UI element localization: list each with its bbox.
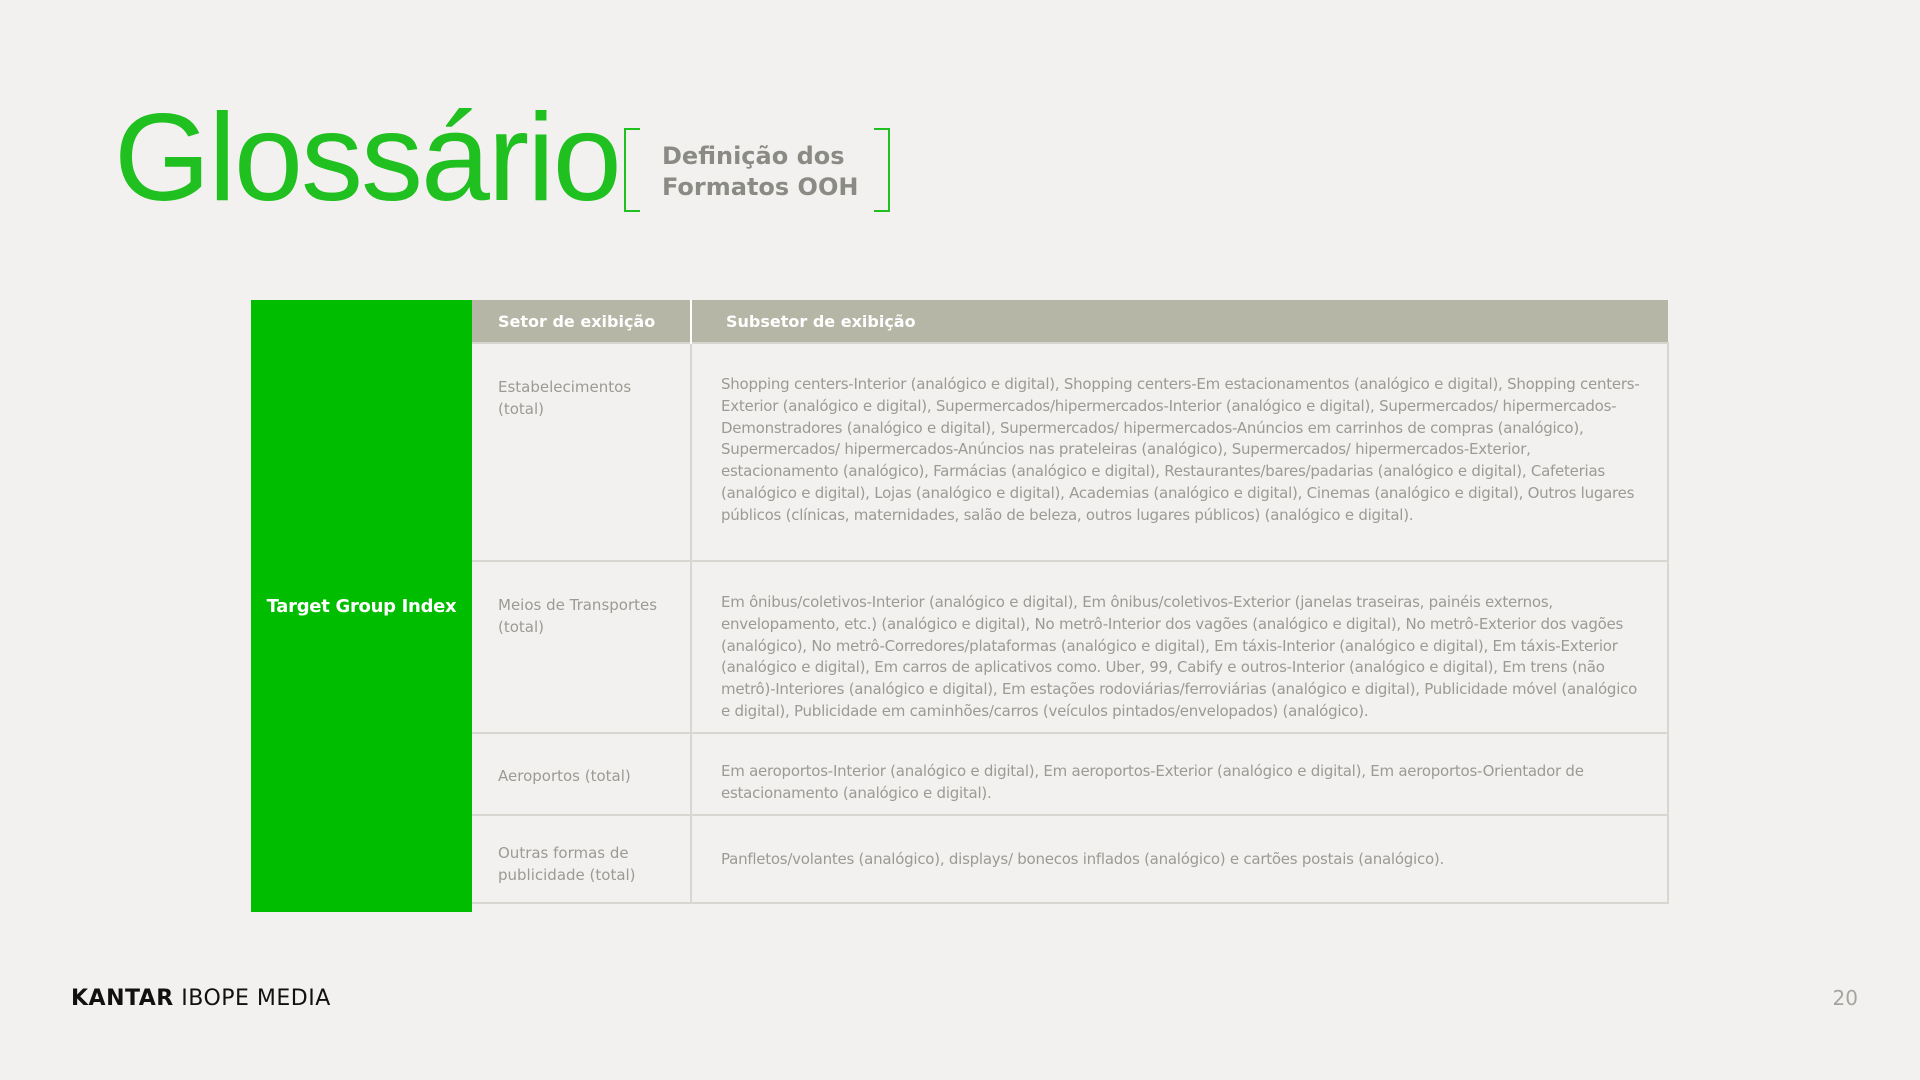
subsector-cell: Panfletos/volantes (analógico), displays/ bonecos inflados (analógico) e cartões postais (analógico).: [691, 815, 1668, 903]
page-number: 20: [1832, 986, 1858, 1010]
subsector-cell: Em ônibus/coletivos-Interior (analógico e digital), Em ônibus/coletivos-Exterior (janelas traseiras, painéis externos, envelopamento, etc.) (analógico e digital), No metrô-Interior dos vagões (analógico e digital), No metrô-Exterior dos vagões (analógico), No metrô-Corredores/plataformas (analógico e digital), Em táxis-Interior (analógico e digital), Em táxis-Exterior (analógico e digital), Em carros de aplicativos como. Uber, 99, Cabify e outros-Interior (analógico e digital), Em trens (não metrô)-Interiores (analógico e digital), Em estações rodoviárias/ferroviárias (analógico e digital), Publicidade móvel (analógico e digital), Publicidade em caminhões/carros (veículos pintados/envelopados) (analógico).: [691, 561, 1668, 733]
right-bracket: [874, 128, 890, 212]
subsector-cell: Shopping centers-Interior (analógico e digital), Shopping centers-Em estacionamentos (analógico e digital), Shopping centers-Exterior (analógico e digital), Supermercados/hipermercados-Interior (analógico e digital), Supermercados/ hipermercados-Demonstradores (analógico e digital), Supermercados/ hipermercados-Anúncios em carrinhos de compras (analógico), Supermercados/ hipermercados-Anúncios nas prateleiras (analógico), Supermercados/ hipermercados-Exterior, estacionamento (analógico), Farmácias (analógico e digital), Restaurantes/bares/padarias (analógico e digital), Cafeterias (analógico e digital), Lojas (analógico e digital), Academias (analógico e digital), Cinemas (analógico e digital), Outros lugares públicos (clínicas, maternidades, salão de beleza, outros lugares públicos) (analógico e digital).: [691, 343, 1668, 561]
brand-rest: IBOPE MEDIA: [173, 986, 331, 1011]
page-title: Glossário: [114, 89, 620, 227]
glossary-table: [472, 300, 1669, 904]
table-row: [472, 733, 1668, 815]
table-row: [472, 815, 1668, 903]
table-header-row: [472, 300, 1668, 343]
sector-cell: Outras formas de publicidade (total): [472, 815, 691, 903]
subtitle-line-2: Formatos OOH: [662, 173, 859, 201]
subtitle-box: [624, 128, 890, 212]
table-row: [472, 561, 1668, 733]
table-row: [472, 343, 1668, 561]
target-group-panel: [251, 300, 472, 912]
header-subsector: Subsetor de exibição: [691, 300, 1668, 343]
subtitle: [662, 141, 858, 203]
subsector-cell: Em aeroportos-Interior (analógico e digital), Em aeroportos-Exterior (analógico e digital), Em aeroportos-Orientador de estacionamento (analógico e digital).: [691, 733, 1668, 815]
subtitle-line-1: Definição dos: [662, 142, 845, 170]
sector-cell: Estabelecimentos (total): [472, 343, 691, 561]
header-sector: Setor de exibição: [472, 300, 691, 343]
left-bracket: [624, 128, 640, 212]
brand-bold: KANTAR: [71, 986, 174, 1011]
sector-cell: Aeroportos (total): [472, 733, 691, 815]
sector-cell: Meios de Transportes (total): [472, 561, 691, 733]
target-group-label: Target Group Index: [266, 595, 457, 617]
brand-logo: [71, 986, 331, 1011]
